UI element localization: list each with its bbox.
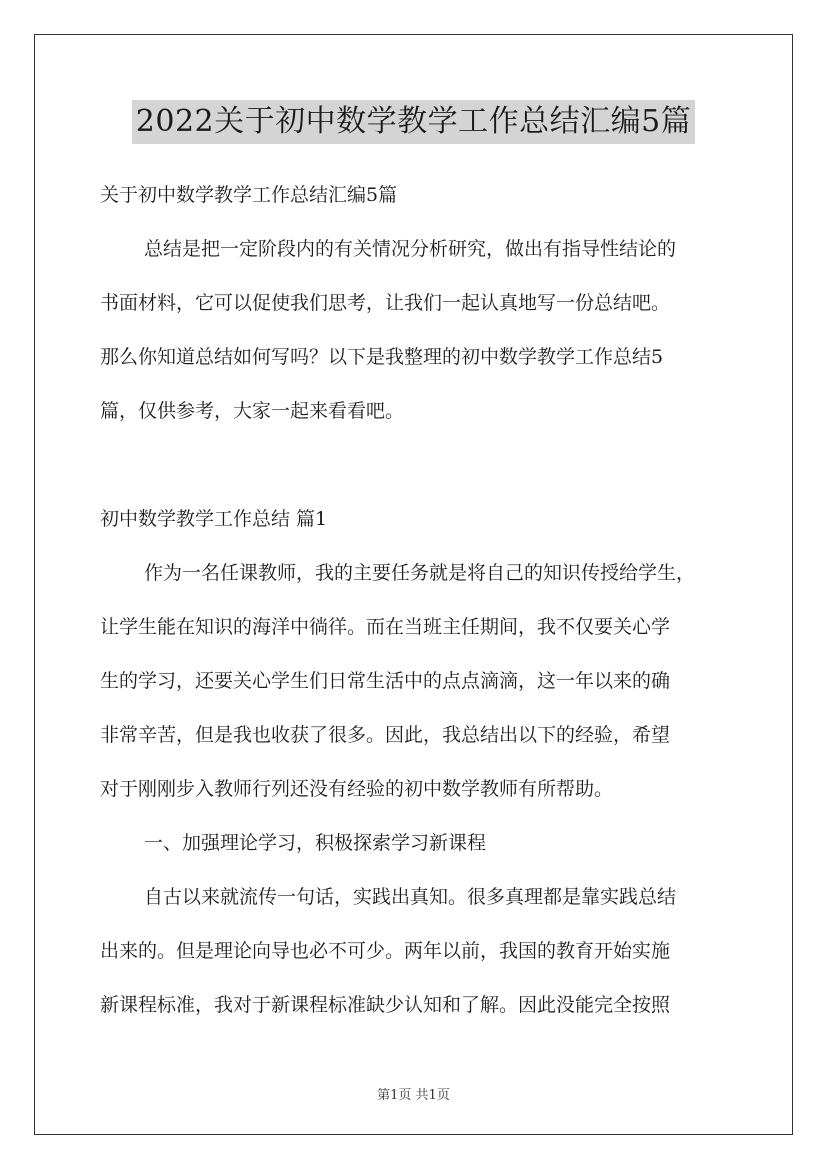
section-heading: 初中数学教学工作总结 篇1 — [100, 508, 328, 530]
paragraph-line: 让学生能在知识的海洋中徜徉。而在当班主任期间，我不仅要关心学 — [100, 616, 671, 638]
paragraph-line: 那么你知道总结如何写吗？以下是我整理的初中数学教学工作总结5 — [100, 346, 664, 368]
paragraph-line: 自古以来就流传一句话，实践出真知。很多真理都是靠实践总结 — [144, 886, 677, 908]
paragraph-line: 新课程标准，我对于新课程标准缺少认知和了解。因此没能完全按照 — [100, 994, 671, 1016]
paragraph-line: 篇，仅供参考，大家一起来看看吧。 — [100, 400, 405, 422]
paragraph-line: 总结是把一定阶段内的有关情况分析研究，做出有指导性结论的 — [144, 238, 677, 260]
blank-line — [100, 438, 730, 492]
document-body — [100, 168, 730, 1032]
document-title: 2022关于初中数学教学工作总结汇编5篇 — [132, 100, 695, 144]
subtitle-line: 关于初中数学教学工作总结汇编5篇 — [100, 184, 398, 206]
paragraph-line: 生的学习，还要关心学生们日常生活中的点点滴滴，这一年以来的确 — [100, 670, 671, 692]
paragraph-line: 对于刚刚步入教师行列还没有经验的初中数学教师有所帮助。 — [100, 778, 614, 800]
paragraph-line: 非常辛苦，但是我也收获了很多。因此，我总结出以下的经验，希望 — [100, 724, 671, 746]
title-block — [0, 100, 827, 144]
subsection-heading: 一、加强理论学习，积极探索学习新课程 — [144, 832, 487, 854]
page-footer: 第1页 共1页 — [377, 1088, 450, 1103]
paragraph-line: 书面材料，它可以促使我们思考，让我们一起认真地写一份总结吧。 — [100, 292, 671, 314]
paragraph-line: 出来的。但是理论向导也必不可少。两年以前，我国的教育开始实施 — [100, 940, 671, 962]
paragraph-line: 作为一名任课教师，我的主要任务就是将自己的知识传授给学生， — [144, 562, 696, 584]
